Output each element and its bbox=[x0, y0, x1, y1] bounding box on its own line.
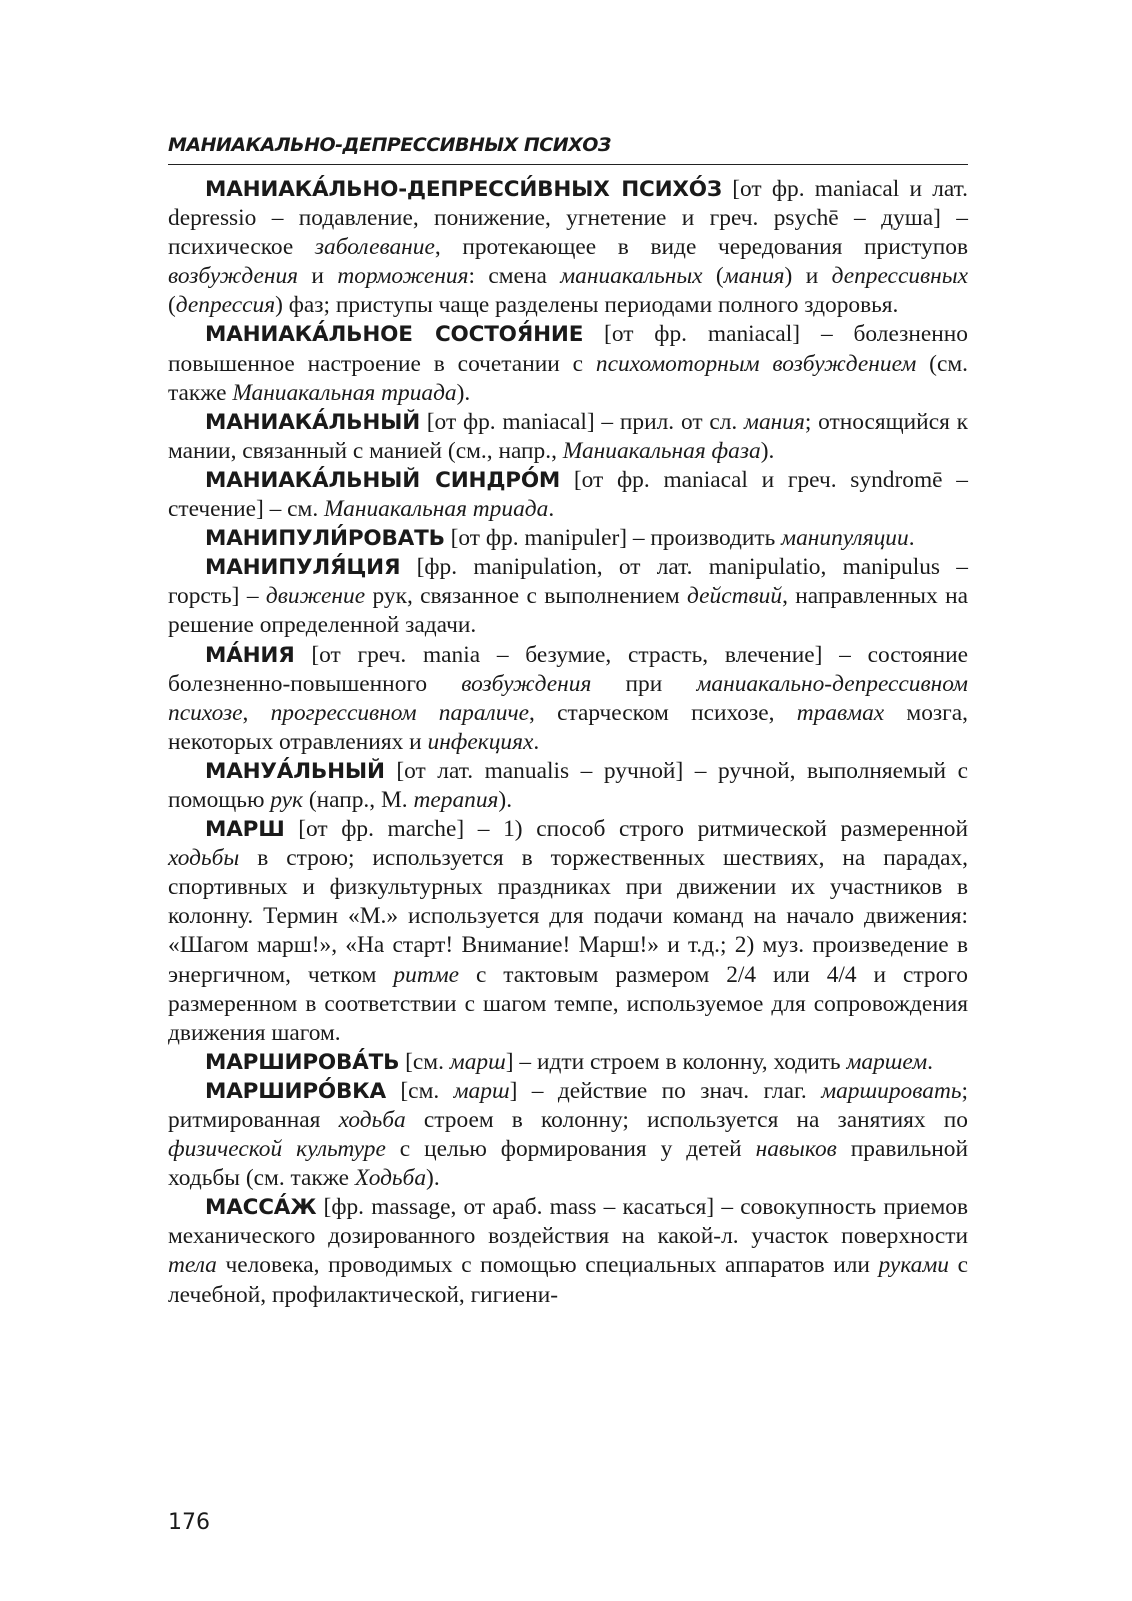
dictionary-entry bbox=[168, 1048, 968, 1077]
entry-text: ) и bbox=[784, 263, 832, 290]
entry-crossref-italic: заболевание bbox=[314, 234, 435, 261]
entry-crossref-italic: движение bbox=[265, 583, 366, 610]
entry-text: . bbox=[908, 525, 915, 552]
entry-text: строем в колонну; используется на занятиях по bbox=[405, 1107, 969, 1133]
entry-headword: МАССА́Ж bbox=[205, 1195, 317, 1221]
entry-headword: МАНИАКА́ЛЬНОЕ СОСТОЯ́НИЕ bbox=[205, 322, 584, 348]
entry-crossref-italic: марш bbox=[453, 1077, 510, 1104]
entry-text: : смена bbox=[468, 263, 561, 290]
entry-text: с целью формирования у детей bbox=[385, 1136, 756, 1163]
entry-crossref-italic: руками bbox=[878, 1252, 949, 1279]
entry-crossref-italic: психомоторным возбуждением bbox=[595, 350, 917, 377]
entry-crossref-italic: физической культуре bbox=[168, 1136, 386, 1163]
entry-text: [от фр. maniacal] – болезненно повышенное настроение в сочетании с bbox=[168, 321, 968, 377]
dictionary-entry bbox=[168, 757, 968, 815]
entry-headword: МАРШ bbox=[205, 817, 285, 843]
entry-headword: МАНИПУЛЯ́ЦИЯ bbox=[205, 555, 401, 581]
page-number: 176 bbox=[168, 1510, 210, 1535]
entry-crossref-italic: Маниакальная триада bbox=[232, 379, 457, 406]
entry-text: в строю; используется в торжественных шествиях, на парадах, спортивных и физкультурных праздниках при движении их участников в колонну. Термин «М.» используется для подачи команд на начало движения: «Шагом марш!», «На старт! Внимание! Марш!» и т.д.; 2) муз. произведение в энергичном, четком bbox=[168, 845, 968, 988]
entry-text: [от фр. maniacal] – прил. от сл. bbox=[419, 408, 745, 435]
entry-crossref-italic: марш bbox=[449, 1048, 506, 1075]
entry-crossref-italic: ритме bbox=[393, 961, 460, 988]
entry-text: [от фр. maniacal и лат. depressio – подавление, понижение, угнетение и греч. psychē – душа] – психическое bbox=[168, 176, 968, 261]
entry-crossref-italic: инфекциях bbox=[427, 728, 534, 755]
dictionary-entry bbox=[168, 320, 968, 407]
entry-text: . bbox=[533, 728, 540, 755]
dictionary-entry bbox=[168, 408, 968, 466]
entry-text: [фр. manipulation, от лат. manipulatio, manipulus – горсть] – bbox=[168, 554, 968, 610]
entry-crossref-italic: Ходьба bbox=[354, 1165, 427, 1192]
entry-text: ; относящийся к мании, связанный с манией (см., напр., bbox=[168, 408, 968, 464]
dictionary-entry bbox=[168, 1077, 968, 1193]
dictionary-entry bbox=[168, 553, 968, 640]
dictionary-page bbox=[168, 128, 968, 1310]
entry-crossref-italic: торможения bbox=[337, 263, 469, 290]
entry-text: (см. также bbox=[168, 350, 968, 406]
entry-text: , направленных на решение определенной задачи. bbox=[168, 583, 968, 639]
entry-crossref-italic: маниакально-депрессивном психозе bbox=[168, 670, 968, 726]
entry-headword: МАНИАКА́ЛЬНЫЙ СИНДРО́М bbox=[205, 467, 561, 493]
entry-crossref-italic: манипуляции bbox=[781, 525, 909, 552]
entry-text: [см. bbox=[399, 1048, 450, 1075]
entry-text: . bbox=[927, 1048, 934, 1075]
entry-text: [от греч. mania – безумие, страсть, влечение] – состояние болезненно-повышенного bbox=[168, 641, 968, 697]
entry-crossref-italic: Маниакальная триада bbox=[324, 496, 549, 523]
entry-crossref-italic: депрессивных bbox=[831, 263, 968, 290]
entry-text: ] – идти строем в колонну, ходить bbox=[505, 1048, 847, 1075]
entry-text: с лечебной, профилактической, гигиени- bbox=[168, 1252, 968, 1308]
entry-text: [фр. massage, от араб. mass – касаться] – совокупность приемов механического дозированного воздействия на какой-л. участок поверхности bbox=[168, 1194, 968, 1250]
entry-crossref-italic: возбуждения bbox=[461, 670, 592, 697]
entry-text: [от лат. manualis – ручной] – ручной, выполняемый с помощью bbox=[168, 757, 968, 813]
entry-text: с тактовым размером 2/4 или 4/4 и строго размеренном в соответствии с шагом темпе, используемое для сопровождения движения шагом. bbox=[168, 961, 969, 1046]
entries-list bbox=[168, 175, 968, 1310]
entry-crossref-italic: мания bbox=[744, 408, 805, 435]
entry-crossref-italic: возбуждения bbox=[168, 263, 299, 290]
entry-text: ). bbox=[760, 437, 775, 464]
entry-text: ). bbox=[498, 786, 513, 813]
entry-crossref-italic: рук bbox=[270, 786, 303, 813]
entry-crossref-italic: мания bbox=[723, 263, 785, 290]
entry-headword: МАРШИРОВА́ТЬ bbox=[205, 1049, 400, 1075]
entry-text: рук, связанное с выполнением bbox=[365, 583, 688, 610]
entry-crossref-italic: навыков bbox=[755, 1136, 837, 1163]
entry-text: , старческом психозе, bbox=[528, 699, 797, 726]
running-head: МАНИАКАЛЬНО-ДЕПРЕССИВНЫХ ПСИХОЗ bbox=[168, 128, 968, 165]
entry-text: ). bbox=[426, 1165, 440, 1192]
dictionary-entry bbox=[168, 815, 968, 1048]
entry-crossref-italic: терапия bbox=[413, 786, 499, 813]
entry-text: [от фр. maniacal и греч. syndromē – стечение] – см. bbox=[168, 466, 968, 523]
entry-crossref-italic: Маниакальная фаза bbox=[562, 437, 761, 464]
entry-text: ] – действие по знач. глаг. bbox=[509, 1077, 822, 1104]
entry-crossref-italic: тела bbox=[168, 1252, 217, 1279]
entry-text: (напр., М. bbox=[302, 786, 414, 813]
entry-text: правильной ходьбы (см. также bbox=[168, 1136, 968, 1192]
entry-headword: МАНИПУЛИ́РОВАТЬ bbox=[205, 526, 445, 552]
entry-text: ( bbox=[702, 263, 724, 290]
entry-headword: МАРШИРО́ВКА bbox=[205, 1078, 386, 1104]
entry-crossref-italic: действий bbox=[687, 583, 783, 610]
entry-text: ; ритмированная bbox=[168, 1077, 968, 1133]
entry-crossref-italic: маниакальных bbox=[560, 263, 703, 290]
entry-headword: МАНИАКА́ЛЬНО-ДЕПРЕССИ́ВНЫХ ПСИХО́З bbox=[205, 177, 722, 202]
entry-text: [см. bbox=[385, 1077, 454, 1104]
entry-text: при bbox=[591, 670, 697, 697]
dictionary-entry bbox=[168, 466, 968, 524]
entry-text: ) фаз; приступы чаще разделены периодами полного здоровья. bbox=[275, 292, 899, 319]
entry-text: мозга, некоторых отравлениях и bbox=[168, 699, 968, 755]
entry-crossref-italic: маршем bbox=[846, 1048, 928, 1075]
entry-text: , bbox=[242, 699, 271, 726]
entry-text: , протекающее в виде чередования приступов bbox=[434, 234, 968, 261]
dictionary-entry bbox=[168, 175, 968, 320]
entry-text: и bbox=[298, 263, 338, 290]
entry-crossref-italic: прогрессивном параличе bbox=[270, 699, 529, 726]
entry-crossref-italic: ходьбы bbox=[168, 845, 240, 872]
dictionary-entry bbox=[168, 641, 968, 757]
entry-crossref-italic: маршировать bbox=[821, 1077, 962, 1104]
entry-crossref-italic: депрессия bbox=[175, 292, 276, 319]
entry-headword: МАНУА́ЛЬНЫЙ bbox=[205, 758, 385, 784]
entry-text: [от фр. marche] – 1) способ строго ритмической размеренной bbox=[284, 816, 968, 843]
entry-crossref-italic: ходьба bbox=[338, 1107, 406, 1133]
entry-crossref-italic: травмах bbox=[796, 699, 885, 726]
entry-text: ( bbox=[168, 292, 176, 319]
entry-text: человека, проводимых с помощью специальных аппаратов или bbox=[216, 1252, 879, 1279]
entry-text: ). bbox=[456, 379, 471, 406]
entry-headword: МАНИАКА́ЛЬНЫЙ bbox=[205, 409, 420, 435]
entry-text: . bbox=[548, 496, 555, 523]
entry-text: [от фр. manipuler] – производить bbox=[444, 525, 782, 552]
dictionary-entry bbox=[168, 1193, 968, 1309]
entry-headword: МА́НИЯ bbox=[205, 642, 295, 668]
dictionary-entry bbox=[168, 524, 968, 553]
